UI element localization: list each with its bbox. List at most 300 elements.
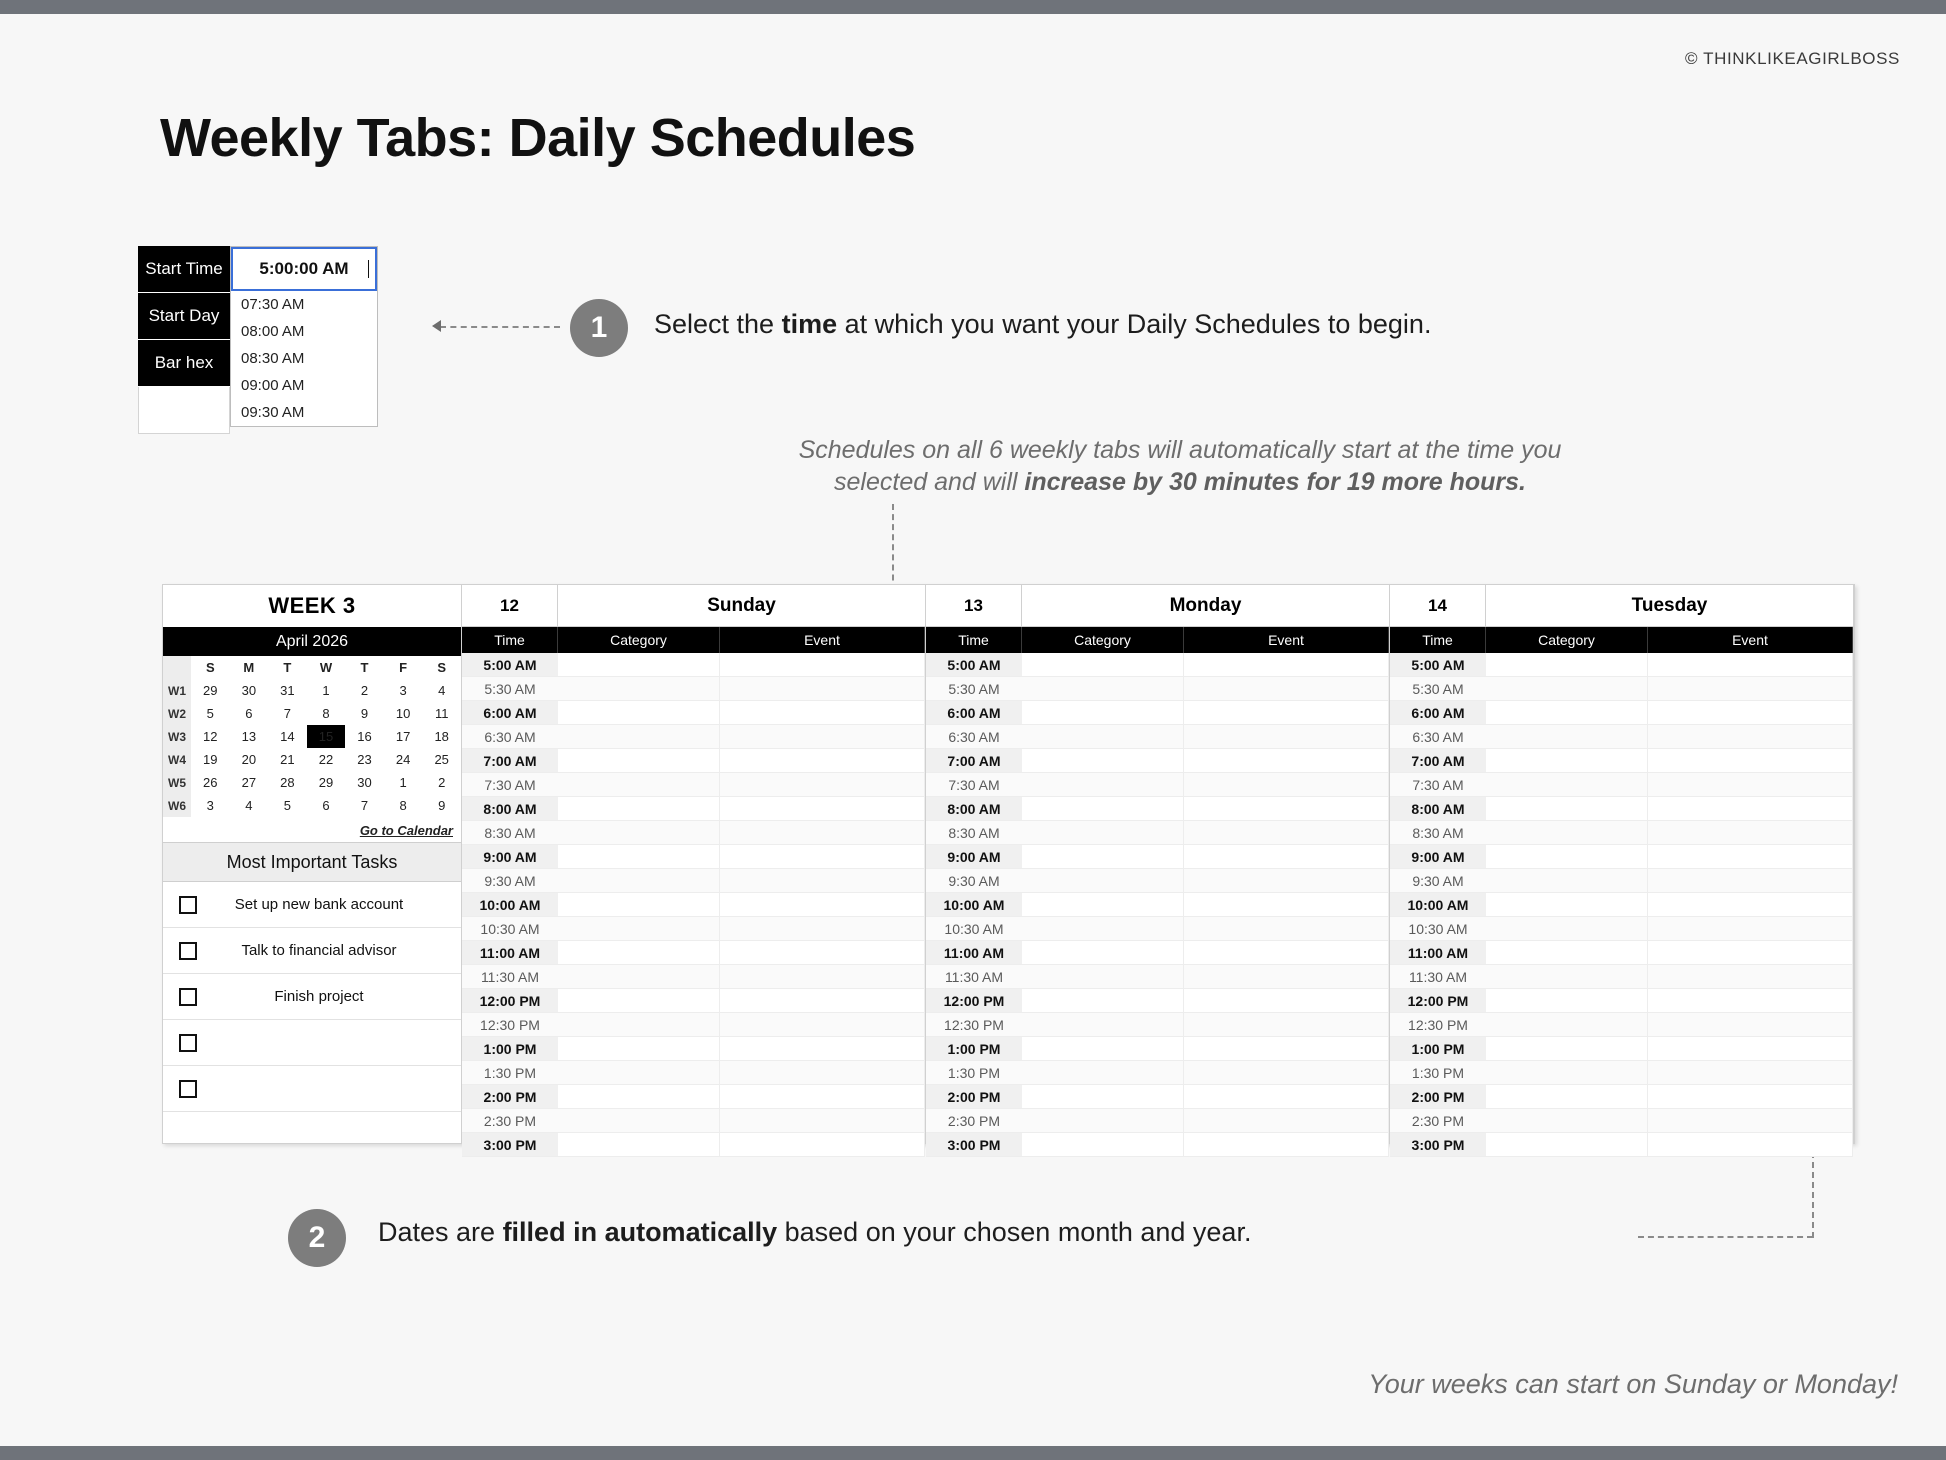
event-cell[interactable] bbox=[1648, 1037, 1853, 1061]
time-cell: 1:30 PM bbox=[462, 1061, 558, 1085]
calendar-day-cell[interactable]: 1 bbox=[399, 775, 407, 790]
schedule-row bbox=[926, 941, 1389, 965]
category-cell[interactable] bbox=[1022, 701, 1184, 725]
footer-note: Your weeks can start on Sunday or Monday! bbox=[1368, 1369, 1898, 1399]
category-cell[interactable] bbox=[558, 653, 720, 677]
time-cell: 9:30 AM bbox=[1390, 869, 1486, 893]
calendar-day-cell[interactable]: 2 bbox=[438, 775, 446, 790]
event-cell[interactable] bbox=[1184, 1085, 1389, 1109]
category-cell[interactable] bbox=[1022, 1013, 1184, 1037]
schedule-row bbox=[462, 1085, 925, 1109]
event-cell[interactable] bbox=[1184, 1061, 1389, 1085]
task-row[interactable] bbox=[163, 1020, 461, 1066]
schedule-row bbox=[1390, 1061, 1853, 1085]
label-blank-cell bbox=[138, 387, 230, 434]
event-cell[interactable] bbox=[720, 989, 925, 1013]
schedule-row bbox=[462, 941, 925, 965]
task-row[interactable] bbox=[163, 882, 461, 928]
calendar-day-cell[interactable]: 5 bbox=[206, 706, 214, 721]
label-start-time: Start Time bbox=[138, 246, 230, 293]
time-cell: 11:30 AM bbox=[462, 965, 558, 989]
dropdown-option[interactable]: 09:00 AM bbox=[241, 377, 305, 394]
calendar-day-cell[interactable]: 8 bbox=[322, 706, 330, 721]
schedule-row bbox=[926, 677, 1389, 701]
event-cell[interactable] bbox=[1184, 917, 1389, 941]
calendar-day-cell[interactable]: 10 bbox=[395, 706, 411, 721]
day-block bbox=[462, 585, 926, 1153]
calendar-day-cell[interactable]: 19 bbox=[203, 752, 218, 767]
time-cell: 3:00 PM bbox=[462, 1133, 558, 1157]
time-cell: 10:30 AM bbox=[462, 917, 558, 941]
day-block bbox=[1390, 585, 1854, 1153]
schedule-row bbox=[926, 773, 1389, 797]
calendar-day-cell[interactable]: 16 bbox=[357, 729, 372, 744]
step-1-text bbox=[654, 309, 1431, 340]
event-cell[interactable] bbox=[720, 701, 925, 725]
calendar-day-cell[interactable]: 4 bbox=[438, 683, 446, 698]
category-cell[interactable] bbox=[1022, 1109, 1184, 1133]
category-cell[interactable] bbox=[1486, 797, 1648, 821]
category-cell[interactable] bbox=[1486, 989, 1648, 1013]
time-cell: 10:00 AM bbox=[462, 893, 558, 917]
time-cell: 1:00 PM bbox=[1390, 1037, 1486, 1061]
calendar-day-cell[interactable]: 9 bbox=[360, 706, 369, 721]
start-time-dropdown[interactable] bbox=[230, 246, 378, 427]
calendar-day-cell[interactable]: 23 bbox=[357, 752, 372, 767]
event-cell[interactable] bbox=[1184, 869, 1389, 893]
time-cell: 12:00 PM bbox=[1390, 989, 1486, 1013]
calendar-day-cell[interactable]: 24 bbox=[395, 752, 411, 767]
time-cell: 8:00 AM bbox=[926, 797, 1022, 821]
calendar-day-cell[interactable]: 2 bbox=[360, 683, 369, 698]
category-cell[interactable] bbox=[558, 1013, 720, 1037]
event-cell[interactable] bbox=[720, 1061, 925, 1085]
label-bar-hex: Bar hex bbox=[138, 340, 230, 387]
event-cell[interactable] bbox=[1184, 893, 1389, 917]
category-cell[interactable] bbox=[1486, 1013, 1648, 1037]
category-cell[interactable] bbox=[1022, 845, 1184, 869]
category-cell[interactable] bbox=[1022, 917, 1184, 941]
weekday-header: S bbox=[205, 660, 215, 675]
column-header-category: Category bbox=[558, 627, 720, 653]
step-2-text bbox=[378, 1217, 1251, 1248]
week-label: W6 bbox=[163, 794, 191, 817]
category-cell[interactable] bbox=[558, 989, 720, 1013]
step-1-badge: 1 bbox=[570, 299, 628, 357]
category-cell[interactable] bbox=[558, 797, 720, 821]
event-cell[interactable] bbox=[720, 941, 925, 965]
category-cell[interactable] bbox=[558, 941, 720, 965]
event-cell[interactable] bbox=[1648, 1109, 1853, 1133]
event-cell[interactable] bbox=[720, 653, 925, 677]
time-cell: 1:30 PM bbox=[926, 1061, 1022, 1085]
schedule-row bbox=[1390, 653, 1853, 677]
calendar-day-cell[interactable]: 29 bbox=[203, 683, 218, 698]
time-cell: 6:30 AM bbox=[926, 725, 1022, 749]
calendar-day-cell[interactable]: 5 bbox=[283, 798, 292, 813]
category-cell[interactable] bbox=[1486, 701, 1648, 725]
task-label: Set up new bank account bbox=[234, 896, 404, 913]
event-cell[interactable] bbox=[1648, 845, 1853, 869]
category-cell[interactable] bbox=[558, 725, 720, 749]
category-cell[interactable] bbox=[1486, 677, 1648, 701]
category-cell[interactable] bbox=[1486, 1037, 1648, 1061]
event-cell[interactable] bbox=[1184, 749, 1389, 773]
event-cell[interactable] bbox=[1648, 701, 1853, 725]
category-cell[interactable] bbox=[1022, 653, 1184, 677]
time-cell: 10:30 AM bbox=[926, 917, 1022, 941]
time-cell: 7:30 AM bbox=[926, 773, 1022, 797]
time-cell: 5:00 AM bbox=[462, 653, 558, 677]
time-cell: 2:30 PM bbox=[1390, 1109, 1486, 1133]
start-time-input[interactable] bbox=[231, 247, 377, 291]
category-cell[interactable] bbox=[558, 965, 720, 989]
schedule-row bbox=[926, 965, 1389, 989]
calendar-day-cell[interactable]: 8 bbox=[399, 798, 407, 813]
task-label: Talk to financial advisor bbox=[241, 942, 397, 959]
calendar-day-cell[interactable]: 1 bbox=[322, 683, 330, 698]
time-cell: 10:00 AM bbox=[1390, 893, 1486, 917]
column-header-time: Time bbox=[926, 627, 1022, 653]
category-cell[interactable] bbox=[1486, 941, 1648, 965]
category-cell[interactable] bbox=[1486, 1133, 1648, 1157]
event-cell[interactable] bbox=[1648, 917, 1853, 941]
schedule-row bbox=[1390, 725, 1853, 749]
category-cell[interactable] bbox=[1486, 1061, 1648, 1085]
category-cell[interactable] bbox=[1486, 1085, 1648, 1109]
calendar-day-cell[interactable]: 30 bbox=[357, 775, 372, 790]
step-2-badge: 2 bbox=[288, 1209, 346, 1267]
event-cell[interactable] bbox=[720, 797, 925, 821]
schedule-row bbox=[462, 701, 925, 725]
category-cell[interactable] bbox=[558, 821, 720, 845]
week-label: W1 bbox=[163, 679, 191, 702]
category-cell[interactable] bbox=[558, 845, 720, 869]
time-cell: 11:00 AM bbox=[462, 941, 558, 965]
schedule-row bbox=[1390, 941, 1853, 965]
day-columns bbox=[462, 585, 1854, 1153]
task-checkbox[interactable] bbox=[179, 1080, 197, 1098]
category-cell[interactable] bbox=[1486, 869, 1648, 893]
schedule-row bbox=[462, 917, 925, 941]
schedule-row bbox=[462, 773, 925, 797]
category-cell[interactable] bbox=[1486, 965, 1648, 989]
category-cell[interactable] bbox=[1486, 1109, 1648, 1133]
event-cell[interactable] bbox=[720, 725, 925, 749]
event-cell[interactable] bbox=[720, 1133, 925, 1157]
category-cell[interactable] bbox=[1022, 893, 1184, 917]
dropdown-option[interactable]: 07:30 AM bbox=[241, 296, 305, 313]
category-cell[interactable] bbox=[558, 1109, 720, 1133]
event-cell[interactable] bbox=[1184, 1037, 1389, 1061]
event-cell[interactable] bbox=[720, 1013, 925, 1037]
category-cell[interactable] bbox=[1022, 773, 1184, 797]
event-cell[interactable] bbox=[1648, 821, 1853, 845]
category-cell[interactable] bbox=[1486, 749, 1648, 773]
schedule-row bbox=[462, 749, 925, 773]
schedule-row bbox=[462, 1109, 925, 1133]
schedule-row bbox=[1390, 749, 1853, 773]
calendar-day-cell[interactable]: 15 bbox=[307, 725, 346, 748]
task-checkbox[interactable] bbox=[179, 1034, 197, 1052]
time-cell: 7:00 AM bbox=[462, 749, 558, 773]
day-name: Monday bbox=[1022, 585, 1389, 627]
column-header-event: Event bbox=[1184, 627, 1389, 653]
event-cell[interactable] bbox=[720, 1085, 925, 1109]
schedule-row bbox=[926, 989, 1389, 1013]
event-cell[interactable] bbox=[1184, 653, 1389, 677]
schedule-row bbox=[1390, 965, 1853, 989]
event-cell[interactable] bbox=[1184, 1109, 1389, 1133]
schedule-row bbox=[926, 917, 1389, 941]
category-cell[interactable] bbox=[1022, 797, 1184, 821]
calendar-day-cell[interactable]: 6 bbox=[245, 706, 253, 721]
day-number: 13 bbox=[926, 585, 1022, 627]
category-cell[interactable] bbox=[558, 677, 720, 701]
time-cell: 2:30 PM bbox=[926, 1109, 1022, 1133]
category-cell[interactable] bbox=[1022, 677, 1184, 701]
event-cell[interactable] bbox=[1184, 725, 1389, 749]
task-checkbox[interactable] bbox=[179, 942, 197, 960]
event-cell[interactable] bbox=[720, 1037, 925, 1061]
event-cell[interactable] bbox=[1184, 989, 1389, 1013]
page-title: Weekly Tabs: Daily Schedules bbox=[160, 108, 916, 168]
calendar-day-cell[interactable]: 13 bbox=[241, 729, 257, 744]
day-name: Tuesday bbox=[1486, 585, 1853, 627]
time-cell: 12:30 PM bbox=[926, 1013, 1022, 1037]
time-cell: 9:30 AM bbox=[462, 869, 558, 893]
event-cell[interactable] bbox=[720, 821, 925, 845]
category-cell[interactable] bbox=[1022, 725, 1184, 749]
time-cell: 8:00 AM bbox=[462, 797, 558, 821]
calendar-day-cell[interactable]: 21 bbox=[280, 752, 295, 767]
schedule-row bbox=[1390, 1085, 1853, 1109]
event-cell[interactable] bbox=[1184, 797, 1389, 821]
event-cell[interactable] bbox=[720, 965, 925, 989]
note-line2-a: selected and will bbox=[834, 468, 1025, 496]
time-cell: 3:00 PM bbox=[1390, 1133, 1486, 1157]
category-cell[interactable] bbox=[558, 1037, 720, 1061]
category-cell[interactable] bbox=[1486, 725, 1648, 749]
event-cell[interactable] bbox=[1184, 845, 1389, 869]
event-cell[interactable] bbox=[1184, 965, 1389, 989]
time-cell: 5:30 AM bbox=[926, 677, 1022, 701]
time-cell: 2:00 PM bbox=[462, 1085, 558, 1109]
category-cell[interactable] bbox=[558, 1061, 720, 1085]
weekday-header: T bbox=[283, 660, 292, 675]
mini-calendar[interactable] bbox=[163, 656, 461, 817]
event-cell[interactable] bbox=[1648, 965, 1853, 989]
category-cell[interactable] bbox=[558, 869, 720, 893]
schedule-row bbox=[1390, 917, 1853, 941]
category-cell[interactable] bbox=[1022, 965, 1184, 989]
schedule-row bbox=[926, 1109, 1389, 1133]
day-block bbox=[926, 585, 1390, 1153]
calendar-day-cell[interactable]: 26 bbox=[203, 775, 218, 790]
category-cell[interactable] bbox=[1022, 869, 1184, 893]
time-cell: 6:30 AM bbox=[1390, 725, 1486, 749]
dropdown-option[interactable]: 09:30 AM bbox=[241, 404, 305, 421]
schedule-row bbox=[926, 653, 1389, 677]
start-time-value: 5:00:00 AM bbox=[259, 259, 349, 278]
weekday-header: M bbox=[243, 660, 255, 675]
event-cell[interactable] bbox=[1184, 1013, 1389, 1037]
event-cell[interactable] bbox=[1648, 893, 1853, 917]
event-cell[interactable] bbox=[1648, 1085, 1853, 1109]
schedule-row bbox=[926, 749, 1389, 773]
time-cell: 9:00 AM bbox=[462, 845, 558, 869]
calendar-day-cell[interactable]: 11 bbox=[434, 706, 449, 721]
calendar-day-cell[interactable]: 14 bbox=[280, 729, 295, 744]
category-cell[interactable] bbox=[1022, 1085, 1184, 1109]
event-cell[interactable] bbox=[1648, 653, 1853, 677]
connector-step2-horizontal bbox=[1638, 1236, 1813, 1238]
calendar-day-cell[interactable]: 27 bbox=[241, 775, 257, 790]
day-header bbox=[1390, 585, 1853, 627]
time-cell: 12:00 PM bbox=[926, 989, 1022, 1013]
time-cell: 3:00 PM bbox=[926, 1133, 1022, 1157]
day-number: 12 bbox=[462, 585, 558, 627]
schedule-row bbox=[1390, 1037, 1853, 1061]
task-checkbox[interactable] bbox=[179, 988, 197, 1006]
time-cell: 12:30 PM bbox=[1390, 1013, 1486, 1037]
category-cell[interactable] bbox=[1022, 749, 1184, 773]
schedule-row bbox=[1390, 869, 1853, 893]
calendar-day-cell[interactable]: 18 bbox=[434, 729, 449, 744]
category-cell[interactable] bbox=[1486, 845, 1648, 869]
category-cell[interactable] bbox=[1022, 1037, 1184, 1061]
event-cell[interactable] bbox=[720, 773, 925, 797]
event-cell[interactable] bbox=[1184, 1133, 1389, 1157]
note-line1: Schedules on all 6 weekly tabs will automatically start at the time you bbox=[798, 436, 1562, 464]
category-cell[interactable] bbox=[1486, 893, 1648, 917]
event-cell[interactable] bbox=[1648, 1061, 1853, 1085]
task-checkbox[interactable] bbox=[179, 896, 197, 914]
event-cell[interactable] bbox=[720, 917, 925, 941]
calendar-day-cell[interactable]: 3 bbox=[399, 683, 407, 698]
category-cell[interactable] bbox=[558, 917, 720, 941]
text-cursor bbox=[368, 260, 369, 278]
calendar-day-cell[interactable]: 3 bbox=[206, 798, 214, 813]
calendar-corner bbox=[163, 656, 191, 679]
event-cell[interactable] bbox=[1648, 797, 1853, 821]
event-cell[interactable] bbox=[1648, 1013, 1853, 1037]
time-cell: 8:30 AM bbox=[1390, 821, 1486, 845]
event-cell[interactable] bbox=[1648, 941, 1853, 965]
category-cell[interactable] bbox=[1022, 821, 1184, 845]
category-cell[interactable] bbox=[1486, 821, 1648, 845]
dropdown-option[interactable]: 08:30 AM bbox=[241, 350, 305, 367]
time-cell: 6:00 AM bbox=[926, 701, 1022, 725]
category-cell[interactable] bbox=[558, 1085, 720, 1109]
step-1-text-b: time bbox=[781, 309, 838, 339]
event-cell[interactable] bbox=[1648, 773, 1853, 797]
slide-page bbox=[0, 14, 1946, 1446]
event-cell[interactable] bbox=[720, 869, 925, 893]
category-cell[interactable] bbox=[1022, 1133, 1184, 1157]
event-cell[interactable] bbox=[1648, 1133, 1853, 1157]
event-cell[interactable] bbox=[1648, 749, 1853, 773]
schedule-row bbox=[1390, 701, 1853, 725]
calendar-day-cell[interactable]: 31 bbox=[280, 683, 295, 698]
category-cell[interactable] bbox=[1486, 653, 1648, 677]
calendar-day-cell[interactable]: 17 bbox=[395, 729, 411, 744]
schedule-row bbox=[1390, 989, 1853, 1013]
schedule-row bbox=[1390, 1109, 1853, 1133]
weekday-header: F bbox=[399, 660, 408, 675]
task-row[interactable] bbox=[163, 974, 461, 1020]
category-cell[interactable] bbox=[1486, 917, 1648, 941]
event-cell[interactable] bbox=[1648, 869, 1853, 893]
event-cell[interactable] bbox=[720, 677, 925, 701]
category-cell[interactable] bbox=[1022, 941, 1184, 965]
schedule-row bbox=[1390, 797, 1853, 821]
day-header bbox=[926, 585, 1389, 627]
category-cell[interactable] bbox=[1022, 989, 1184, 1013]
task-row[interactable] bbox=[163, 928, 461, 974]
most-important-tasks-list bbox=[163, 882, 461, 1112]
time-cell: 8:30 AM bbox=[462, 821, 558, 845]
calendar-day-cell[interactable]: 6 bbox=[322, 798, 330, 813]
event-cell[interactable] bbox=[1648, 725, 1853, 749]
calendar-day-cell[interactable]: 30 bbox=[241, 683, 257, 698]
category-cell[interactable] bbox=[558, 893, 720, 917]
category-cell[interactable] bbox=[558, 773, 720, 797]
event-cell[interactable] bbox=[1184, 701, 1389, 725]
calendar-day-cell[interactable]: 25 bbox=[434, 752, 449, 767]
event-cell[interactable] bbox=[720, 1109, 925, 1133]
calendar-day-cell[interactable]: 7 bbox=[360, 798, 369, 813]
category-cell[interactable] bbox=[1022, 1061, 1184, 1085]
schedule-spreadsheet[interactable] bbox=[162, 584, 1855, 1153]
schedule-row bbox=[1390, 893, 1853, 917]
schedule-row bbox=[926, 1133, 1389, 1157]
calendar-day-cell[interactable]: 20 bbox=[241, 752, 257, 767]
category-cell[interactable] bbox=[558, 1133, 720, 1157]
time-cell: 12:00 PM bbox=[462, 989, 558, 1013]
schedule-row bbox=[462, 1037, 925, 1061]
time-cell: 1:00 PM bbox=[462, 1037, 558, 1061]
task-row[interactable] bbox=[163, 1066, 461, 1112]
dropdown-option[interactable]: 08:00 AM bbox=[241, 323, 305, 340]
calendar-day-cell[interactable]: 7 bbox=[283, 706, 292, 721]
event-cell[interactable] bbox=[720, 845, 925, 869]
category-cell[interactable] bbox=[558, 701, 720, 725]
go-to-calendar-link[interactable]: Go to Calendar bbox=[359, 823, 453, 838]
calendar-day-cell[interactable]: 9 bbox=[438, 798, 446, 813]
calendar-day-cell[interactable]: 29 bbox=[318, 775, 334, 790]
event-cell[interactable] bbox=[1184, 773, 1389, 797]
event-cell[interactable] bbox=[720, 749, 925, 773]
event-cell[interactable] bbox=[1184, 677, 1389, 701]
category-cell[interactable] bbox=[1486, 773, 1648, 797]
event-cell[interactable] bbox=[1648, 677, 1853, 701]
event-cell[interactable] bbox=[1184, 821, 1389, 845]
event-cell[interactable] bbox=[1184, 941, 1389, 965]
event-cell[interactable] bbox=[720, 893, 925, 917]
calendar-day-cell[interactable]: 4 bbox=[245, 798, 253, 813]
category-cell[interactable] bbox=[558, 749, 720, 773]
calendar-day-cell[interactable]: 28 bbox=[280, 775, 295, 790]
schedule-row bbox=[462, 821, 925, 845]
calendar-week-row bbox=[163, 771, 461, 794]
event-cell[interactable] bbox=[1648, 989, 1853, 1013]
week-label: W3 bbox=[163, 725, 191, 748]
calendar-day-cell[interactable]: 12 bbox=[203, 729, 218, 744]
slide-inner bbox=[30, 14, 1916, 1446]
calendar-day-cell[interactable]: 22 bbox=[318, 752, 334, 767]
calendar-week-row bbox=[163, 748, 461, 771]
